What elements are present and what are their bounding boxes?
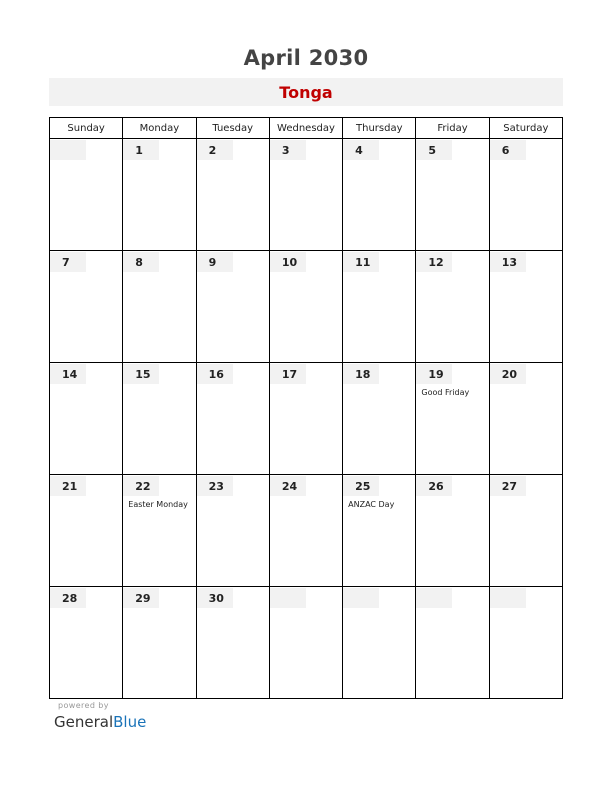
holiday-label: Easter Monday	[128, 500, 188, 509]
brand-blue: Blue	[113, 713, 147, 731]
day-number: 3	[270, 140, 306, 160]
day-number: 5	[416, 140, 452, 160]
day-cell[interactable]	[416, 475, 489, 587]
page-title: April 2030	[243, 46, 369, 70]
day-number	[50, 140, 86, 160]
day-number	[270, 588, 306, 608]
day-number: 20	[490, 364, 526, 384]
country-banner	[49, 78, 563, 106]
day-cell[interactable]	[343, 475, 416, 587]
day-number: 8	[123, 252, 159, 272]
day-cell[interactable]	[343, 363, 416, 475]
week-row	[50, 587, 563, 699]
day-cell[interactable]	[123, 139, 196, 251]
day-cell[interactable]	[123, 475, 196, 587]
powered-by-text: powered by	[58, 701, 109, 710]
day-number: 4	[343, 140, 379, 160]
day-number: 15	[123, 364, 159, 384]
day-number: 18	[343, 364, 379, 384]
day-cell[interactable]	[416, 587, 489, 699]
day-number: 9	[197, 252, 233, 272]
day-number: 28	[50, 588, 86, 608]
week-row	[50, 251, 563, 363]
calendar-body	[50, 139, 563, 699]
calendar-grid	[49, 117, 563, 699]
day-cell[interactable]	[489, 475, 562, 587]
generalblue-logo[interactable]	[54, 713, 146, 731]
weekday-header-row	[50, 118, 563, 139]
day-cell[interactable]	[123, 363, 196, 475]
day-number: 23	[197, 476, 233, 496]
day-number: 27	[490, 476, 526, 496]
day-number: 16	[197, 364, 233, 384]
day-cell[interactable]	[489, 139, 562, 251]
weekday-header-monday: Monday	[123, 118, 196, 139]
day-cell[interactable]	[489, 251, 562, 363]
day-number	[490, 588, 526, 608]
day-number: 14	[50, 364, 86, 384]
weekday-header-sunday: Sunday	[50, 118, 123, 139]
weekday-header-thursday: Thursday	[343, 118, 416, 139]
day-number: 2	[197, 140, 233, 160]
day-number: 17	[270, 364, 306, 384]
weekday-header-wednesday: Wednesday	[269, 118, 342, 139]
day-number: 12	[416, 252, 452, 272]
day-cell[interactable]	[269, 475, 342, 587]
day-number: 6	[490, 140, 526, 160]
day-cell[interactable]	[343, 587, 416, 699]
day-cell[interactable]	[269, 363, 342, 475]
day-cell[interactable]	[50, 139, 123, 251]
day-cell[interactable]	[343, 251, 416, 363]
day-cell[interactable]	[50, 587, 123, 699]
country-name: Tonga	[279, 83, 333, 102]
day-cell[interactable]	[416, 251, 489, 363]
weekday-header-friday: Friday	[416, 118, 489, 139]
day-number: 30	[197, 588, 233, 608]
day-number: 26	[416, 476, 452, 496]
day-number: 22	[123, 476, 159, 496]
weekday-header-saturday: Saturday	[489, 118, 562, 139]
day-cell[interactable]	[196, 363, 269, 475]
day-cell[interactable]	[196, 587, 269, 699]
day-number: 7	[50, 252, 86, 272]
day-cell[interactable]	[416, 139, 489, 251]
weekday-header-tuesday: Tuesday	[196, 118, 269, 139]
day-cell[interactable]	[489, 363, 562, 475]
day-cell[interactable]	[343, 139, 416, 251]
day-number: 10	[270, 252, 306, 272]
day-number: 11	[343, 252, 379, 272]
day-cell[interactable]	[50, 251, 123, 363]
day-cell[interactable]	[123, 251, 196, 363]
day-number: 29	[123, 588, 159, 608]
day-number: 1	[123, 140, 159, 160]
day-cell[interactable]	[50, 475, 123, 587]
brand-general: General	[54, 713, 114, 731]
week-row	[50, 139, 563, 251]
day-number: 24	[270, 476, 306, 496]
day-cell[interactable]	[269, 251, 342, 363]
day-number: 25	[343, 476, 379, 496]
day-cell[interactable]	[196, 251, 269, 363]
day-cell[interactable]	[196, 139, 269, 251]
day-cell[interactable]	[489, 587, 562, 699]
day-number: 19	[416, 364, 452, 384]
day-cell[interactable]	[196, 475, 269, 587]
week-row	[50, 475, 563, 587]
day-cell[interactable]	[416, 363, 489, 475]
week-row	[50, 363, 563, 475]
day-cell[interactable]	[269, 139, 342, 251]
day-number: 13	[490, 252, 526, 272]
day-cell[interactable]	[123, 587, 196, 699]
day-cell[interactable]	[269, 587, 342, 699]
day-number	[416, 588, 452, 608]
day-number: 21	[50, 476, 86, 496]
day-cell[interactable]	[50, 363, 123, 475]
day-number	[343, 588, 379, 608]
holiday-label: Good Friday	[421, 388, 470, 397]
holiday-label: ANZAC Day	[348, 500, 395, 509]
